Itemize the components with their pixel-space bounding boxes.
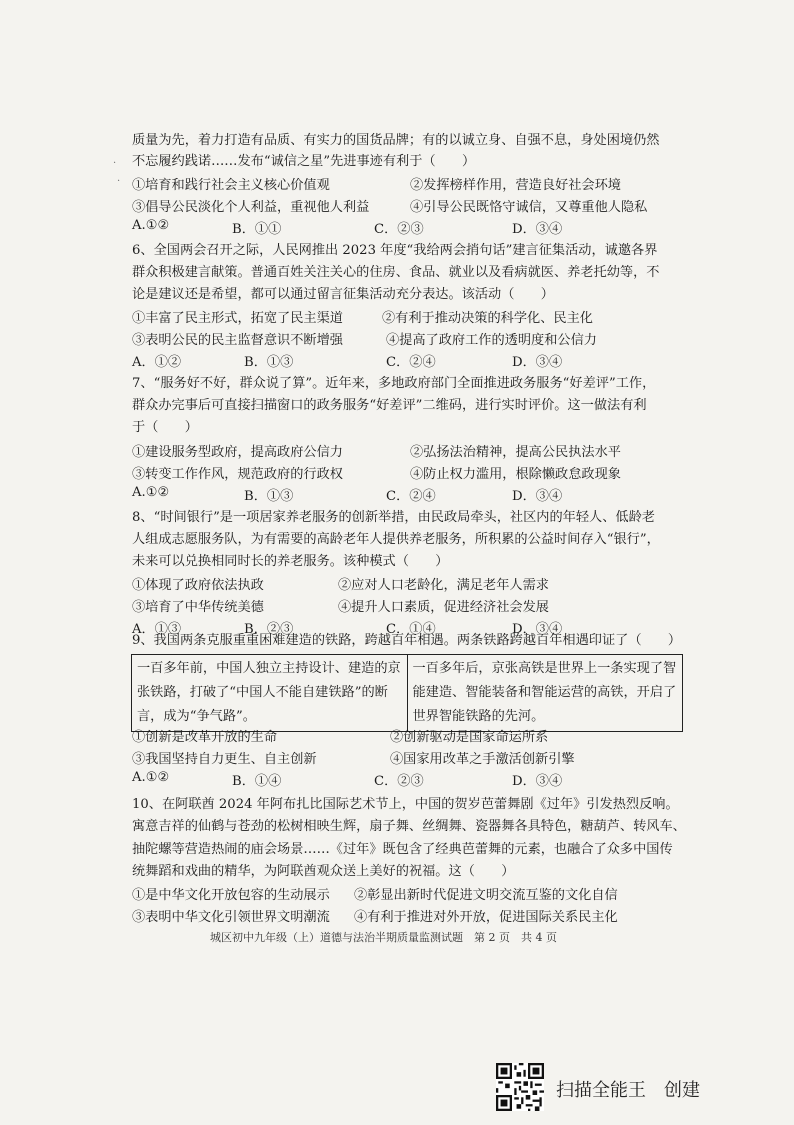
q8-stem-line-2: 人组成志愿服务队，为有需要的高龄老年人提供养老服务，所积累的公益时间存入“银行”， bbox=[132, 532, 660, 547]
q10-option-3: ③表明中华文化引领世界文明潮流 bbox=[132, 910, 330, 925]
q7-answers bbox=[132, 485, 692, 507]
q6-answer-d: D．③④ bbox=[512, 355, 563, 370]
q8-answer-d: D．③④ bbox=[512, 622, 563, 637]
q6-answer-c: C．②④ bbox=[386, 355, 436, 370]
q7-stem-line-3: 于（ ） bbox=[132, 420, 198, 435]
q10-stem-line-2: 寓意吉祥的仙鹤与苍劲的松树相映生辉，扇子舞、丝绸舞、瓷器舞各具特色，糖葫芦、转风车、 bbox=[132, 819, 686, 834]
q7-options-row-2 bbox=[132, 463, 692, 485]
q8-option-2: ②应对人口老龄化，满足老年人需求 bbox=[338, 578, 549, 593]
q7-stem-line-2: 群众办完事后可直接扫描窗口的政务服务“好差评”二维码，进行实时评价。这一做法有利 bbox=[132, 398, 647, 413]
q8-answer-a: A．①③ bbox=[132, 622, 182, 637]
q8-stem-line-3: 未来可以兑换相同时长的养老服务。该种模式（ ） bbox=[132, 554, 449, 569]
stray-mark: · bbox=[113, 158, 117, 169]
q9-stem-line-1: 9、我国两条克服重重困难建造的铁路，跨越百年相遇。两条铁路跨越百年相遇印证了（ ） bbox=[132, 633, 682, 648]
page-footer: 城区初中九年级（上）道德与法治半期质量监测试题 第 2 页 共 4 页 bbox=[210, 931, 557, 944]
q8-option-3: ③培育了中华传统美德 bbox=[132, 600, 264, 615]
q5-options-row-2 bbox=[132, 196, 692, 218]
q6-options-row-2 bbox=[132, 329, 692, 351]
q9-answer-d: D．③④ bbox=[512, 774, 563, 789]
q7-stem-line-1: 7、“服务好不好，群众说了算”。近年来，多地政府部门全面推进政务服务“好差评”工作， bbox=[132, 376, 656, 391]
scanner-watermark-text: 扫描全能王 创建 bbox=[556, 1080, 700, 1101]
q5-stem-line-2: 不忘履约践诺……发布“诚信之星”先进事迹有利于（ ） bbox=[132, 154, 476, 169]
q10-options-row-1 bbox=[132, 884, 692, 906]
qr-code-icon bbox=[496, 1063, 544, 1111]
q9-option-4: ④国家用改革之手激活创新引擎 bbox=[390, 752, 575, 767]
q7-option-3: ③转变工作作风，规范政府的行政权 bbox=[132, 467, 343, 482]
q5-option-1: ①培育和践行社会主义核心价值观 bbox=[132, 178, 330, 193]
q7-option-2: ②弘扬法治精神，提高公民执法水平 bbox=[410, 445, 621, 460]
q8-options-row-2 bbox=[132, 596, 692, 618]
q9-table-right-cell: 一百多年后，京张高铁是世界上一条实现了智能建造、智能装备和智能运营的高铁，开启了世界智能铁路的先河。 bbox=[407, 655, 683, 732]
q9-answer-b: B．①④ bbox=[232, 774, 282, 789]
q5-answers bbox=[132, 218, 692, 240]
q5-stem-line-1: 质量为先，着力打造有品质、有实力的国货品牌；有的以诚立身、自强不息，身处困境仍然 bbox=[132, 133, 660, 148]
q9-answer-c: C．②③ bbox=[374, 774, 424, 789]
q6-options-row-1 bbox=[132, 307, 692, 329]
q6-option-3: ③表明公民的民主监督意识不断增强 bbox=[132, 333, 343, 348]
q10-stem-line-1: 10、在阿联酋 2024 年阿布扎比国际艺术节上，中国的贺岁芭蕾舞剧《过年》引发热烈反响。 bbox=[132, 797, 679, 812]
q6-stem-line-1: 6、全国两会召开之际，人民网推出 2023 年度“我给两会捎句话”建言征集活动，诚邀各界 bbox=[132, 243, 658, 258]
q5-answer-d: D．③④ bbox=[512, 222, 563, 237]
q8-options-row-1 bbox=[132, 574, 692, 596]
q6-stem-line-3: 论是建议还是希望，都可以通过留言征集活动充分表达。该活动（ ） bbox=[132, 287, 554, 302]
q9-option-1: ①创新是改革开放的生命 bbox=[132, 730, 278, 745]
q7-option-4: ④防止权力滥用，根除懒政怠政现象 bbox=[410, 467, 621, 482]
q8-answer-b: B．②③ bbox=[244, 622, 294, 637]
q7-answer-b: B．①③ bbox=[244, 489, 294, 504]
q8-answer-c: C．①④ bbox=[386, 622, 436, 637]
q5-option-2: ②发挥榜样作用，营造良好社会环境 bbox=[410, 178, 621, 193]
q9-table-left-cell: 一百多年前，中国人独立主持设计、建造的京张铁路，打破了“中国人不能自建铁路”的断言，成为“争气路”。 bbox=[132, 655, 408, 732]
q6-option-1: ①丰富了民主形式，拓宽了民主渠道 bbox=[132, 311, 343, 326]
q5-answer-a: A.①② bbox=[132, 218, 170, 233]
stray-mark: · bbox=[117, 176, 121, 187]
q7-options-row-1 bbox=[132, 441, 692, 463]
q9-answer-a: A.①② bbox=[132, 770, 170, 785]
q8-option-1: ①体现了政府依法执政 bbox=[132, 578, 264, 593]
q6-stem-line-2: 群众积极建言献策。普通百姓关注关心的住房、食品、就业以及看病就医、养老托幼等，不 bbox=[132, 265, 660, 280]
q7-answer-d: D．③④ bbox=[512, 489, 563, 504]
q6-answers bbox=[132, 351, 692, 373]
q10-option-2: ②彰显出新时代促进文明交流互鉴的文化自信 bbox=[354, 888, 618, 903]
q9-option-3: ③我国坚持自力更生、自主创新 bbox=[132, 752, 317, 767]
q10-option-4: ④有利于推进对外开放，促进国际关系民主化 bbox=[354, 910, 618, 925]
q10-stem-line-3: 抽陀螺等营造热闹的庙会场景……《过年》既包含了经典芭蕾舞的元素，也融合了众多中国传 bbox=[132, 842, 673, 857]
q5-option-4: ④引导公民既恪守诚信，又尊重他人隐私 bbox=[410, 200, 648, 215]
q6-option-2: ②有利于推动决策的科学化、民主化 bbox=[382, 311, 593, 326]
q10-stem-line-4: 统舞蹈和戏曲的精华，为阿联酋观众送上美好的祝福。这（ ） bbox=[132, 864, 515, 879]
q6-answer-a: A．①② bbox=[132, 355, 182, 370]
q9-options-row-1 bbox=[132, 726, 692, 748]
q7-option-1: ①建设服务型政府，提高政府公信力 bbox=[132, 445, 343, 460]
q5-answer-c: C．②③ bbox=[374, 222, 424, 237]
q9-option-2: ②创新驱动是国家命运所系 bbox=[390, 730, 549, 745]
q9-answers bbox=[132, 770, 692, 792]
q8-option-4: ④提升人口素质，促进经济社会发展 bbox=[338, 600, 549, 615]
q9-options-row-2 bbox=[132, 748, 692, 770]
q8-stem-line-1: 8、“时间银行”是一项居家养老服务的创新举措，由民政局牵头，社区内的年轻人、低龄老 bbox=[132, 510, 655, 525]
q9-comparison-table bbox=[131, 654, 683, 732]
q5-option-3: ③倡导公民淡化个人利益，重视他人利益 bbox=[132, 200, 370, 215]
q10-options-row-2 bbox=[132, 906, 692, 928]
q10-option-1: ①是中华文化开放包容的生动展示 bbox=[132, 888, 330, 903]
q5-answer-b: B．①① bbox=[232, 222, 282, 237]
q6-option-4: ④提高了政府工作的透明度和公信力 bbox=[386, 333, 597, 348]
q6-answer-b: B．①③ bbox=[244, 355, 294, 370]
q7-answer-a: A.①② bbox=[132, 485, 170, 500]
q5-options-row-1 bbox=[132, 174, 692, 196]
q7-answer-c: C．②④ bbox=[386, 489, 436, 504]
